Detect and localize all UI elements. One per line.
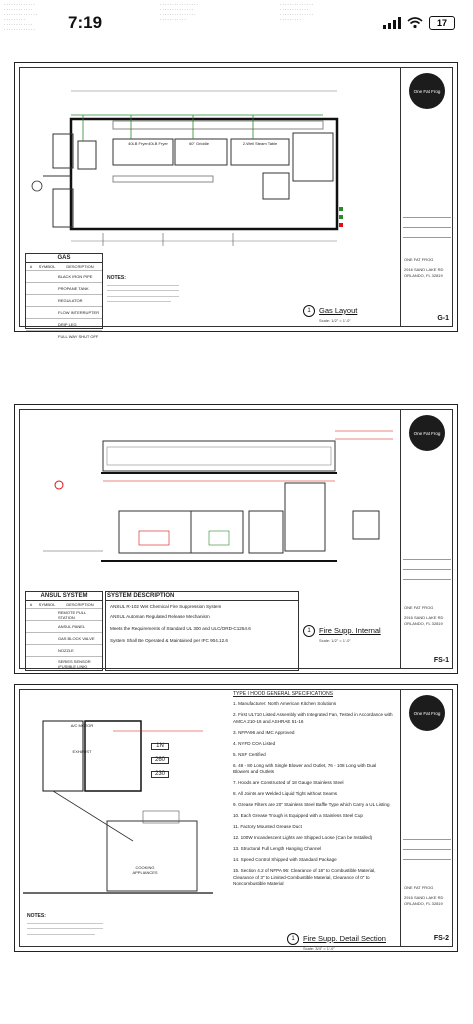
ansul-row: NOZZLE	[26, 645, 102, 657]
spec-item: 8. All Joints are Welded Liquid Tight without Seams	[233, 791, 338, 797]
system-description	[105, 591, 299, 671]
detail-notes: NOTES: ——————————————————— ——————————————————— —————————————————	[27, 913, 103, 936]
label-cooking-appliances: COOKING APPLIANCES	[132, 865, 158, 875]
spec-item: 11. Factory Mounted Grease Duct	[233, 824, 302, 830]
ansul-row: GAS BLOCK VALVE	[26, 633, 102, 645]
company-logo: One Fat Frog	[409, 73, 445, 109]
sheet-number: FS-2	[433, 935, 449, 942]
dim-1n: 1N	[151, 743, 169, 750]
system-desc-title: SYSTEM DESCRIPTION	[106, 592, 298, 601]
spec-item: 3. NFPA96 and IMC Approved	[233, 729, 295, 735]
label-ac-motor: A/C MOTOR	[70, 723, 94, 728]
company-address-2: ORLANDO, FL 32819	[404, 273, 443, 278]
title-block	[400, 409, 453, 669]
battery-level: 17	[436, 18, 447, 28]
fire-supp-detail-scale: Scale: 3/4" = 1'-0"	[303, 946, 335, 951]
gas-legend-table	[25, 253, 103, 339]
status-bar	[0, 0, 473, 54]
battery-icon	[429, 16, 455, 30]
wifi-icon	[407, 17, 423, 29]
ansul-row: ANSUL PANEL	[26, 621, 102, 633]
sheet-number: FS-1	[433, 657, 449, 664]
sheet-number: G-1	[437, 315, 449, 322]
strip-notes-left: · · · · · · · · · · · · · · · · · · · · · · · · · · · · · · · · · · · · · · · · · · · · · · · · · · · · · · · · · · · · · · · · · · · · · · · · ·	[4, 2, 38, 32]
spec-item: 10. Each Grease Trough is Equipped with a Stainless Steel Cup	[233, 813, 363, 819]
dim-230: 230	[151, 771, 169, 778]
company-logo: One Fat Frog	[409, 695, 445, 731]
spec-item: 2. First UL710 Listed Assembly with Integrated Fan, Tested in Accordance with AMCA 210-16 and ASHRAE 51-16	[233, 712, 393, 724]
company-logo: One Fat Frog	[409, 415, 445, 451]
gas-table-header: # SYMBOL DESCRIPTION	[26, 263, 102, 271]
desc-line: ANSUL Automan Regulated Release Mechanism	[110, 614, 210, 619]
sheet-gas-layout	[14, 62, 458, 339]
spec-item: 15. Section 4.2 of NFPA 96: Clearance of 18" to Combustible Material, Clearance of 3" to Limited-Combustible Material, Clearance of 0" to Noncombustible Material	[233, 868, 376, 887]
equip-griddle: 60" Griddle	[189, 141, 209, 146]
status-icons	[383, 16, 455, 30]
sheet-fire-supp-detail	[14, 684, 458, 952]
gas-notes-title: NOTES:	[107, 275, 126, 281]
company-address-1: 2916 SAND LAKE RD	[404, 267, 444, 272]
desc-line: ANSUL R-102 Wet Chemical Fire Suppression System	[110, 604, 222, 609]
gas-row: DRIP LEG	[26, 319, 102, 331]
ansul-legend-table	[25, 591, 103, 671]
spec-title: TYPE I HOOD GENERAL SPECIFICATIONS	[233, 691, 334, 697]
gas-layout-scale: Scale: 1/2" = 1'-0"	[319, 318, 351, 323]
spec-item: 6. 48 - 80 Long with Single Blower and Outlet, 76 - 108 Long with Dual Blowers and Outlets	[233, 762, 377, 775]
fire-supp-detail-title: 1 Fire Supp. Detail Section Scale: 3/4" = 1'-0"	[287, 933, 386, 952]
title-block	[400, 67, 453, 327]
signal-icon	[383, 17, 401, 29]
gas-layout-plan	[23, 71, 403, 251]
fire-supp-plan	[23, 411, 403, 591]
spec-item: 5. NSF Certified	[233, 751, 266, 757]
gas-row: PROPANE TANK	[26, 283, 102, 295]
ansul-row: REMOTE PULL STATION	[26, 609, 102, 621]
strip-notes-right: · · · · · · · · · · · · · · · · · · · · · · · · · · · · · · · · · · · · · · · · · · · · · · · · ·	[280, 2, 314, 22]
detail-notes-title: NOTES:	[27, 913, 46, 919]
company-address-2: ORLANDO, FL 32819	[404, 901, 443, 906]
title-block	[400, 689, 453, 947]
dim-260: 260	[151, 757, 169, 764]
hood-spec-list	[233, 691, 393, 892]
company-address-1: 2916 SAND LAKE RD	[404, 615, 444, 620]
gas-layout-title: 1 Gas Layout Scale: 1/2" = 1'-0"	[303, 305, 357, 324]
gas-row: FLOW INTERRUPTER	[26, 307, 102, 319]
spec-item: 7. Hoods are Constructed of 18 Gauge Stainless Steel	[233, 780, 344, 786]
equip-steam-table: 2-Well Steam Table	[242, 141, 278, 146]
ansul-table-title: ANSUL SYSTEM	[26, 592, 102, 601]
spec-item: 14. Speed Control Shipped with Standard Package	[233, 857, 337, 863]
desc-line: System Shall Be Operated & Maintained per IFC 904.12.6	[110, 638, 228, 643]
label-exhaust: EXHAUST	[72, 749, 92, 754]
hood-section-drawing	[23, 691, 213, 901]
fire-supp-internal-name: Fire Supp. Internal	[319, 625, 381, 635]
company-name: ONE FAT FROG	[404, 257, 434, 262]
spec-item: 13. Structural Full Length Hanging Channel	[233, 846, 322, 852]
company-name: ONE FAT FROG	[404, 605, 434, 610]
ansul-table-header: # SYMBOL DESCRIPTION	[26, 601, 102, 609]
gas-row: FULL WAY SHUT OFF	[58, 334, 99, 339]
clock: 7:19	[68, 13, 103, 32]
gas-row: BLACK IRON PIPE	[26, 271, 102, 283]
equip-fryer-1: 40LB Fryer	[128, 141, 148, 146]
spec-item: 9. Grease Filters are 20" Stainless Steel Baffle Type which Carry a UL Listing	[233, 802, 390, 808]
gas-layout-name: Gas Layout	[319, 305, 358, 315]
spec-item: 1. Manufacturer: North American Kitchen Solutions	[233, 701, 337, 707]
gas-row: REGULATOR	[26, 295, 102, 307]
company-address-2: ORLANDO, FL 32819	[404, 621, 443, 626]
sheet-fire-supp-internal	[14, 404, 458, 674]
spec-item: 12. 100W Incandescent Lights are Shipped Loose (Can be Installed)	[233, 835, 373, 841]
fire-supp-internal-title: 1 Fire Supp. Internal Scale: 1/2" = 1'-0"	[303, 625, 381, 644]
desc-line: Meets the Requirements of Standard UL 300 and ULC/ORD-C1254.6	[110, 626, 251, 631]
spec-item: 4. NYFD COA Listed	[233, 740, 276, 746]
ansul-row: SERIES SENSOR (FUSIBLE LINK)	[58, 659, 91, 669]
strip-notes-mid: · · · · · · · · · · · · · · · · · · · · · · · · · · · · · · · · · · · · · · · · · · · · · · · · · · · · · · · ·	[160, 2, 198, 22]
fire-supp-internal-scale: Scale: 1/2" = 1'-0"	[319, 638, 351, 643]
gas-notes: NOTES: —————————————————— —————————————————— —————————————————— ————————————————	[107, 275, 179, 303]
equip-fryer-2: 40LB Fryer	[148, 141, 168, 146]
gas-table-title: GAS	[26, 254, 102, 263]
company-address-1: 2916 SAND LAKE RD	[404, 895, 444, 900]
fire-supp-detail-name: Fire Supp. Detail Section	[303, 933, 386, 943]
company-name: ONE FAT FROG	[404, 885, 434, 890]
